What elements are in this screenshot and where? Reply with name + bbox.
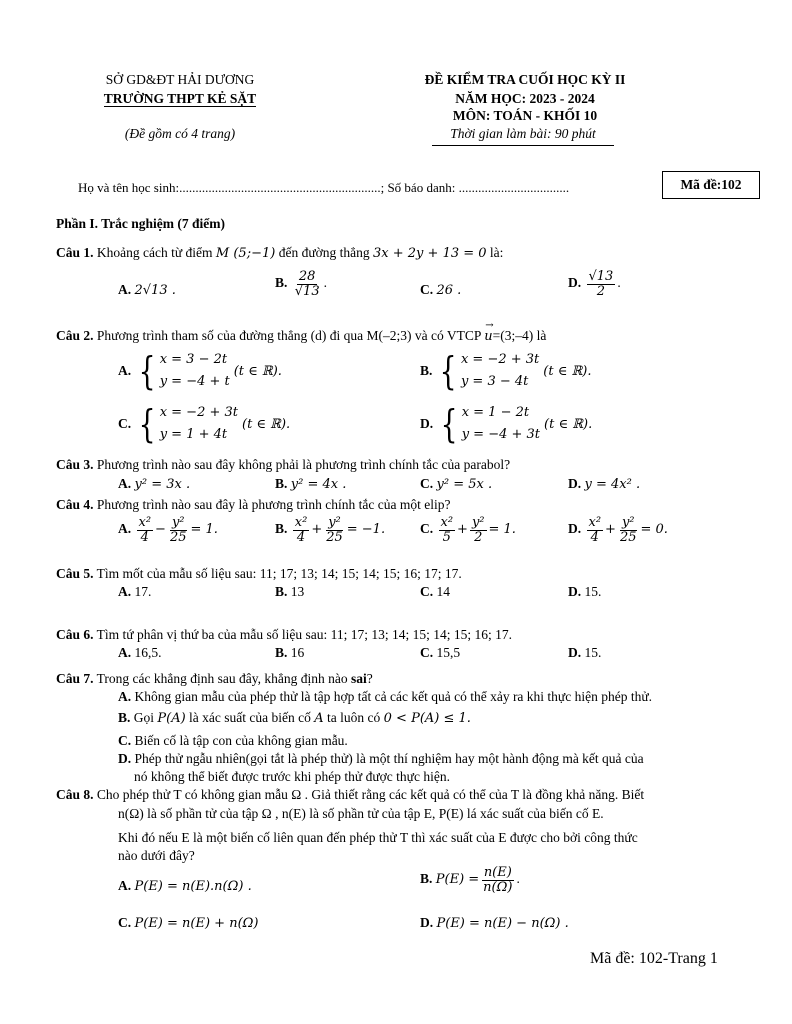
page-count-note: (Đề gồm có 4 trang) <box>124 126 236 141</box>
q3-option-b[interactable]: B. y² = 4x . <box>275 476 347 492</box>
q3-option-d[interactable]: D. y = 4x² . <box>568 476 641 492</box>
q2-option-c[interactable]: C. { x = −2 + 3t y = 1 + 4t (t ∈ ℝ). <box>118 402 291 446</box>
question-2: Câu 2. Phương trình tham số của đường thẳng (d) đi qua M(–2;3) và có VTCP → u=(3;–4) là <box>56 320 547 344</box>
q1-option-c[interactable]: C. 26 . <box>420 282 462 298</box>
q4-option-d[interactable]: D. $\frac{\text{x²}}{4}$ + $\frac{\text{y²}}{25}$ = 0. <box>568 515 668 545</box>
q8-option-a[interactable]: A. P(E) = n(E).n(Ω) . <box>118 878 252 894</box>
question-8-line3: Khi đó nếu E là một biến cố liên quan đến phép thử T thì xác suất của E được cho bởi công thức <box>118 830 638 845</box>
student-info-line: Họ và tên học sinh:..............................................................; Số báo danh: .................................. <box>78 180 570 195</box>
q2-option-b[interactable]: B. { x = −2 + 3t y = 3 − 4t (t ∈ ℝ). <box>420 349 592 393</box>
exam-title: ĐỀ KIỂM TRA CUỐI HỌC KỲ II <box>424 72 626 87</box>
subject: MÔN: TOÁN - KHỐI 10 <box>452 108 598 123</box>
question-8-line2: n(Ω) là số phần tử của tập Ω , n(E) là số phần tử của tập E, P(E) lá xác suất của biến cố E. <box>118 806 604 821</box>
q2-option-a[interactable]: A. { x = 3 − 2t y = −4 + t (t ∈ ℝ). <box>118 349 282 393</box>
question-1: Câu 1. Khoảng cách từ điểm M (5;−1) đến đường thẳng 3x + 2y + 13 = 0 là: <box>56 245 504 261</box>
school-department: SỞ GD&ĐT HẢI DƯƠNG <box>105 72 255 87</box>
page-footer: Mã đề: 102-Trang 1 <box>590 950 718 967</box>
q1-option-a[interactable]: A. 2√13 . <box>118 282 176 298</box>
question-8: Câu 8. Cho phép thử T có không gian mẫu Ω . Giả thiết rằng các kết quả có thể của T là đồng khả năng. Biết <box>56 787 645 802</box>
exam-code-box: Mã đề:102 <box>662 171 760 199</box>
q3-option-a[interactable]: A. y² = 3x . <box>118 476 191 492</box>
exam-duration: Thời gian làm bài: 90 phút <box>432 126 614 146</box>
q8-option-c[interactable]: C. P(E) = n(E) + n(Ω) <box>118 915 259 931</box>
question-5: Câu 5. Tìm mốt của mẫu số liệu sau: 11; 17; 13; 14; 15; 14; 15; 16; 17; 17. <box>56 566 462 581</box>
school-name: TRƯỜNG THPT KẺ SẶT <box>103 91 257 106</box>
q4-option-a[interactable]: A. $\frac{\text{x²}}{4}$ − $\frac{\text{y²}}{25}$ = 1. <box>118 515 218 545</box>
q1-option-d[interactable]: D. $\frac{√13}{2}$ . <box>568 269 621 299</box>
q7-option-b[interactable]: B. Gọi P(A) là xác suất của biến cố A ta luôn có 0 < P(A) ≤ 1. <box>118 710 471 726</box>
question-6: Câu 6. Tìm tứ phân vị thứ ba của mẫu số liệu sau: 11; 17; 13; 14; 15; 14; 15; 16; 17. <box>56 627 512 642</box>
q6-option-b[interactable]: B. 16 <box>275 645 305 660</box>
q7-option-c[interactable]: C. Biến cố là tập con của không gian mẫu. <box>118 733 348 748</box>
question-3: Câu 3. Phương trình nào sau đây không phải là phương trình chính tắc của parabol? <box>56 457 511 472</box>
q5-option-c[interactable]: C. 14 <box>420 584 450 599</box>
q7-option-d[interactable]: D. Phép thử ngẫu nhiên(gọi tắt là phép thử) là một thí nghiệm hay một hành động mà kết quả của <box>118 751 644 766</box>
q8-option-b[interactable]: B. P(E) = $\frac{n(E)}{n(\Omega)}$ . <box>420 865 520 895</box>
question-7: Câu 7. Trong các khẳng định sau đây, khẳng định nào sai? <box>56 671 373 686</box>
vector-u: → u <box>484 320 494 344</box>
q5-option-a[interactable]: A. 17. <box>118 584 152 599</box>
question-8-line4: nào dưới đây? <box>118 848 195 863</box>
q6-option-d[interactable]: D. 15. <box>568 645 602 660</box>
question-4: Câu 4. Phương trình nào sau đây là phương trình chính tắc của một elip? <box>56 497 451 512</box>
q4-option-b[interactable]: B. $\frac{\text{x²}}{4}$ + $\frac{\text{y²}}{25}$ = −1. <box>275 515 386 545</box>
school-year: NĂM HỌC: 2023 - 2024 <box>455 91 595 106</box>
q6-option-a[interactable]: A. 16,5. <box>118 645 162 660</box>
q5-option-b[interactable]: B. 13 <box>275 584 305 599</box>
q7-option-a[interactable]: A. Không gian mẫu của phép thử là tập hợp tất cả các kết quả có thể xảy ra khi thực hiện phép thử. <box>118 689 653 704</box>
q2-option-d[interactable]: D. { x = 1 − 2t y = −4 + 3t (t ∈ ℝ). <box>420 402 593 446</box>
q1-option-b[interactable]: B. $\frac{28}{√13}$ . <box>275 269 327 299</box>
section-title: Phần I. Trắc nghiệm (7 điểm) <box>56 216 226 231</box>
q8-option-d[interactable]: D. P(E) = n(E) − n(Ω) . <box>420 915 569 931</box>
q7-option-d-cont: nó không thể biết được trước khi phép thử được thực hiện. <box>134 769 450 784</box>
q5-option-d[interactable]: D. 15. <box>568 584 602 599</box>
q3-option-c[interactable]: C. y² = 5x . <box>420 476 493 492</box>
q6-option-c[interactable]: C. 15,5 <box>420 645 461 660</box>
q4-option-c[interactable]: C. $\frac{\text{x²}}{5}$ + $\frac{\text{y²}}{2}$ = 1. <box>420 515 516 545</box>
